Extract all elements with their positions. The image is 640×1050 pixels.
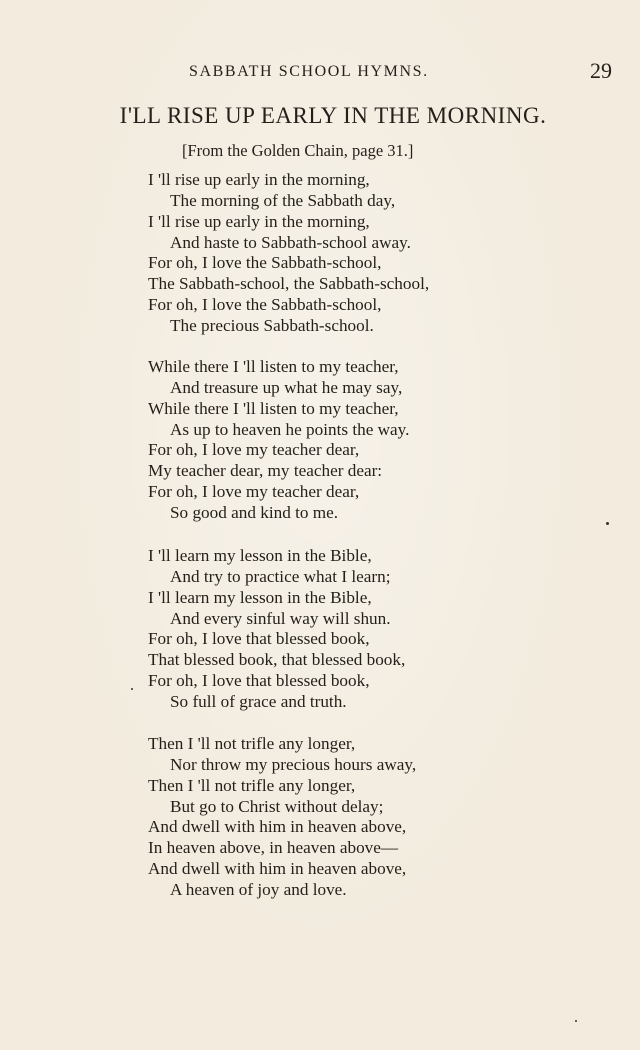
verse-line: I 'll learn my lesson in the Bible, (148, 587, 372, 607)
stanza-1 (148, 170, 568, 337)
verse-line: I 'll rise up early in the morning, (148, 211, 370, 231)
verse-line: The Sabbath-school, the Sabbath-school, (148, 274, 430, 294)
ink-speck (606, 522, 609, 525)
verse-line: For oh, I love that blessed book, (148, 629, 370, 649)
running-head (0, 58, 640, 86)
verse-line: For oh, I love that blessed book, (148, 671, 370, 691)
verse-line: For oh, I love my teacher dear, (148, 440, 360, 460)
hymn-title: I'LL RISE UP EARLY IN THE MORNING. (119, 103, 547, 128)
verse-line: And dwell with him in heaven above, (148, 817, 407, 837)
running-title: SABBATH SCHOOL HYMNS. (189, 63, 429, 80)
verse-line: So good and kind to me. (170, 502, 339, 522)
verse-line: That blessed book, that blessed book, (148, 650, 406, 670)
ink-speck (131, 688, 133, 690)
verse-line: But go to Christ without delay; (170, 796, 384, 816)
verse-line: And dwell with him in heaven above, (148, 859, 407, 879)
ink-speck (575, 1020, 577, 1022)
page-number: 29 (590, 58, 612, 83)
source-note: [From the Golden Chain, page 31.] (182, 141, 414, 160)
verse-line: And every sinful way will shun. (170, 608, 391, 628)
verse-line: For oh, I love the Sabbath-school, (148, 253, 382, 273)
verse-line: So full of grace and truth. (170, 691, 347, 711)
verse-line: And try to practice what I learn; (170, 566, 391, 586)
verse-line: The morning of the Sabbath day, (170, 190, 396, 210)
verse-line: A heaven of joy and love. (170, 879, 347, 899)
verse-line: While there I 'll listen to my teacher, (148, 398, 399, 418)
stanza-4 (148, 734, 568, 901)
verse-line: My teacher dear, my teacher dear: (148, 461, 383, 481)
verse-line: And haste to Sabbath-school away. (170, 232, 411, 252)
stanza-3 (148, 546, 568, 713)
verse-line: Nor throw my precious hours away, (170, 754, 417, 774)
verse-line: As up to heaven he points the way. (170, 419, 410, 439)
verse-line: I 'll rise up early in the morning, (148, 170, 370, 189)
stanza-2 (148, 357, 568, 524)
verse-line: For oh, I love the Sabbath-school, (148, 295, 382, 315)
verse-line: I 'll learn my lesson in the Bible, (148, 546, 372, 565)
verse-line: The precious Sabbath-school. (170, 315, 374, 335)
verse-line: Then I 'll not trifle any longer, (148, 734, 356, 753)
verse-line: Then I 'll not trifle any longer, (148, 775, 356, 795)
verse-line: In heaven above, in heaven above— (148, 838, 399, 858)
verse-line: And treasure up what he may say, (170, 377, 403, 397)
verse-line: While there I 'll listen to my teacher, (148, 357, 399, 376)
verse-line: For oh, I love my teacher dear, (148, 482, 360, 502)
